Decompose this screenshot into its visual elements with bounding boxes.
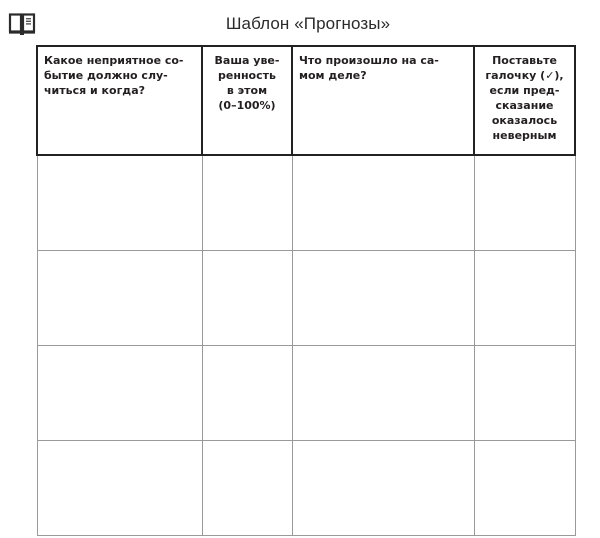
header-confidence (202, 46, 292, 155)
table-row (37, 441, 575, 536)
header-line: мом деле? (299, 69, 367, 82)
cell-event[interactable] (37, 155, 202, 251)
cell-wrong-check[interactable] (474, 441, 575, 536)
table-row (37, 346, 575, 441)
cell-actual[interactable] (292, 251, 474, 346)
header-row (37, 46, 575, 155)
header-line: читься и когда? (44, 84, 145, 97)
header-wrong-check (474, 46, 575, 155)
cell-event[interactable] (37, 441, 202, 536)
header-line: (0–100%) (218, 99, 276, 112)
page-title (0, 14, 600, 34)
header-actual (292, 46, 474, 155)
cell-wrong-check[interactable] (474, 155, 575, 251)
header-line: Что произошло на са- (299, 54, 439, 67)
header-event (37, 46, 202, 155)
header-line: Какое неприятное со- (44, 54, 184, 67)
cell-wrong-check[interactable] (474, 346, 575, 441)
table-row (37, 155, 575, 251)
table-row (37, 251, 575, 346)
header-line: Поставьте (492, 54, 557, 67)
header-line: галочку (✓), (485, 69, 564, 82)
header-line: ренность (218, 69, 276, 82)
cell-wrong-check[interactable] (474, 251, 575, 346)
cell-event[interactable] (37, 346, 202, 441)
cell-actual[interactable] (292, 441, 474, 536)
header-line: сказание (495, 99, 554, 112)
header-line: оказалось (491, 114, 558, 127)
header-line: если пред- (489, 84, 560, 97)
header-line: неверным (492, 129, 557, 142)
cell-confidence[interactable] (202, 346, 292, 441)
cell-confidence[interactable] (202, 441, 292, 536)
header-line: бытие должно слу- (44, 69, 168, 82)
cell-event[interactable] (37, 251, 202, 346)
header-line: в этом (226, 84, 268, 97)
cell-actual[interactable] (292, 346, 474, 441)
header-line: Ваша уве- (214, 54, 280, 67)
cell-actual[interactable] (292, 155, 474, 251)
cell-confidence[interactable] (202, 251, 292, 346)
forecast-table (36, 45, 576, 536)
page-title-text: Шаблон «Прогнозы» (225, 14, 391, 33)
cell-confidence[interactable] (202, 155, 292, 251)
